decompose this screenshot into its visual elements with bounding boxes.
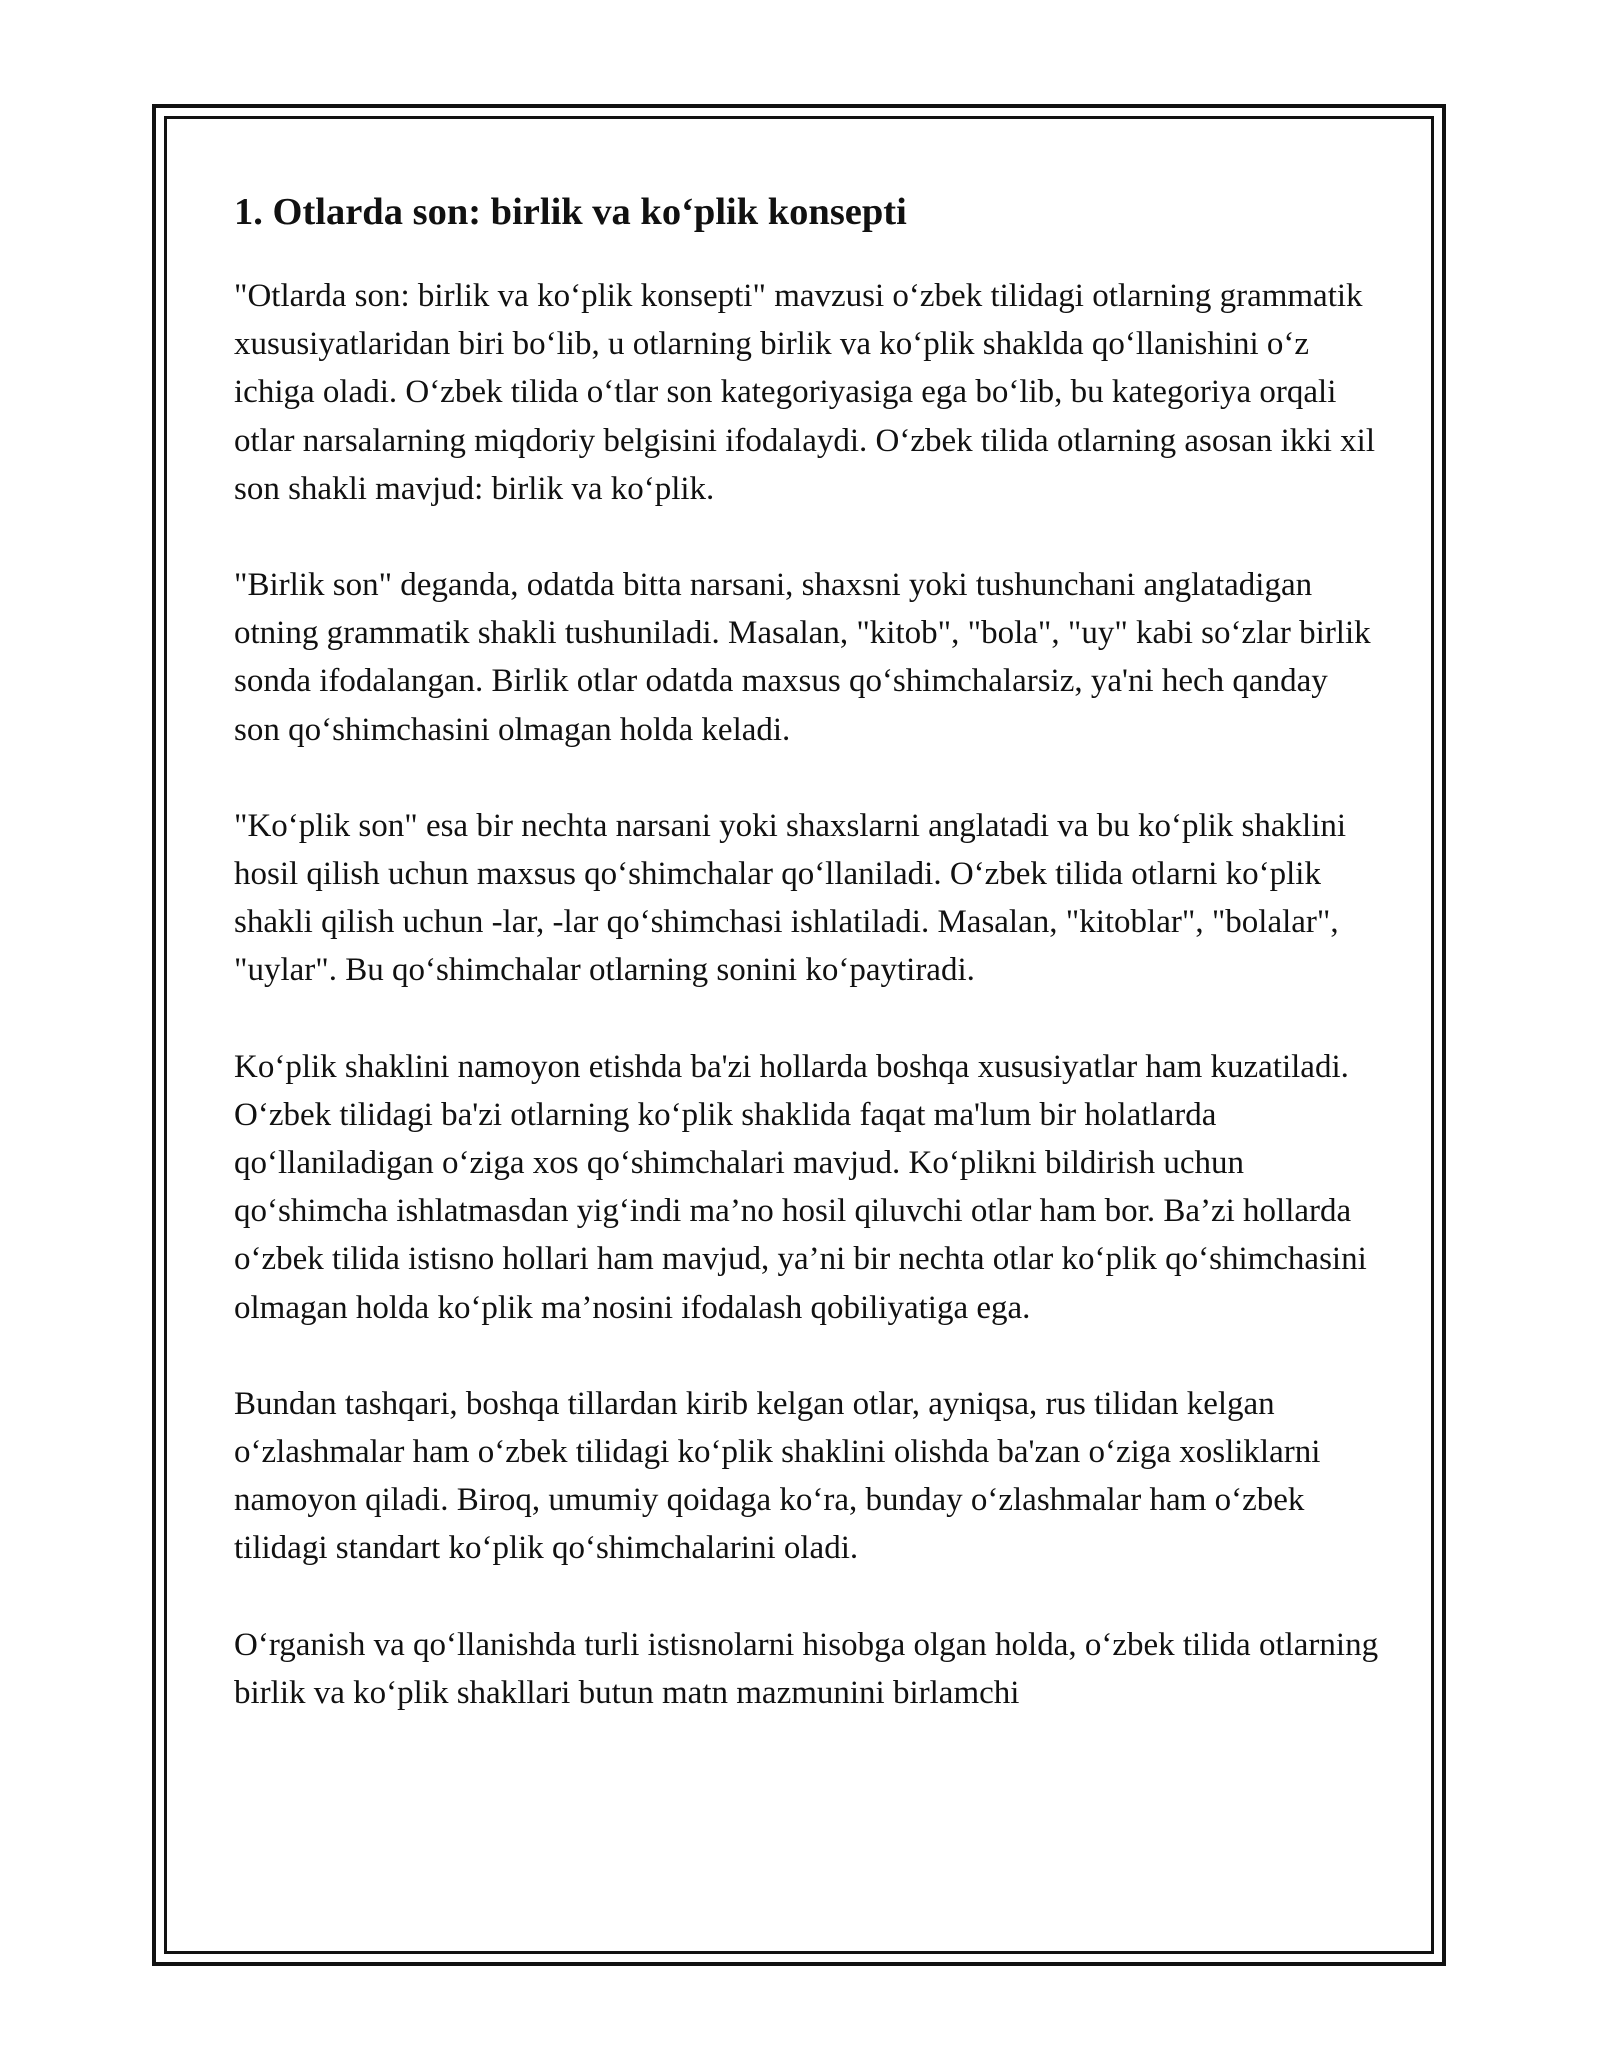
paragraph-singular: "Birlik son" deganda, odatda bitta narsani, shaxsni yoki tushunchani anglatadigan otning grammatik shakli tushuniladi. Masalan, "kitob", "bola", "uy" kabi so‘zlar birlik sonda ifodalangan. Birlik otlar odatda maxsus qo‘shimchalarsiz, ya'ni hech qanday son qo‘shimchasini olmagan holda keladi. <box>234 567 1371 748</box>
paragraph-loanwords: Bundan tashqari, boshqa tillardan kirib kelgan otlar, ayniqsa, rus tilidan kelgan o‘zlashmalar ham o‘zbek tilidagi ko‘plik shaklini olishda ba'zan o‘ziga xosliklarni namoyon qiladi. Biroq, umumiy qoidaga ko‘ra, bunday o‘zlashmalar ham o‘zbek tilidagi standart ko‘plik qo‘shimchalarini oladi. <box>234 1385 1321 1567</box>
paragraph-conclusion: O‘rganish va qo‘llanishda turli istisnolarni hisobga olgan holda, o‘zbek tilida otlarning birlik va ko‘plik shakllari butun matn mazmunini birlamchi <box>234 1626 1379 1711</box>
paragraph-plural: "Ko‘plik son" esa bir nechta narsani yoki shaxslarni anglatadi va bu ko‘plik shaklini hosil qilish uchun maxsus qo‘shimchalar qo‘llaniladi. O‘zbek tilida otlarni ko‘plik shakli qilish uchun -lar, -lar qo‘shimchasi ishlatiladi. Masalan, "kitoblar", "bolalar", "uylar". Bu qo‘shimchalar otlarning sonini ko‘paytiradi. <box>234 807 1347 989</box>
section-heading: 1. Otlarda son: birlik va ko‘plik konsepti <box>234 191 907 233</box>
document-body <box>234 182 1379 1765</box>
paragraph-plural-features: Ko‘plik shaklini namoyon etishda ba'zi hollarda boshqa xususiyatlar ham kuzatiladi. O‘zbek tilidagi ba'zi otlarning ko‘plik shaklida faqat ma'lum bir holatlarda qo‘llaniladigan o‘ziga xos qo‘shimchalari mavjud. Ko‘plikni bildirish uchun qo‘shimcha ishlatmasdan yig‘indi ma’no hosil qiluvchi otlar ham bor. Ba’zi hollarda o‘zbek tilida istisno hollari ham mavjud, ya’ni bir nechta otlar ko‘plik qo‘shimchasini olmagan holda ko‘plik ma’nosini ifodalash qobiliyatiga ega. <box>234 1048 1367 1326</box>
paragraph-intro: "Otlarda son: birlik va ko‘plik konsepti" mavzusi o‘zbek tilidagi otlarning grammatik xususiyatlaridan biri bo‘lib, u otlarning birlik va ko‘plik shaklda qo‘llanishini o‘z ichiga oladi. O‘zbek tilida o‘tlar son kategoriyasiga ega bo‘lib, bu kategoriya orqali otlar narsalarning miqdoriy belgisini ifodalaydi. O‘zbek tilida otlarning asosan ikki xil son shakli mavjud: birlik va ko‘plik. <box>234 278 1375 507</box>
